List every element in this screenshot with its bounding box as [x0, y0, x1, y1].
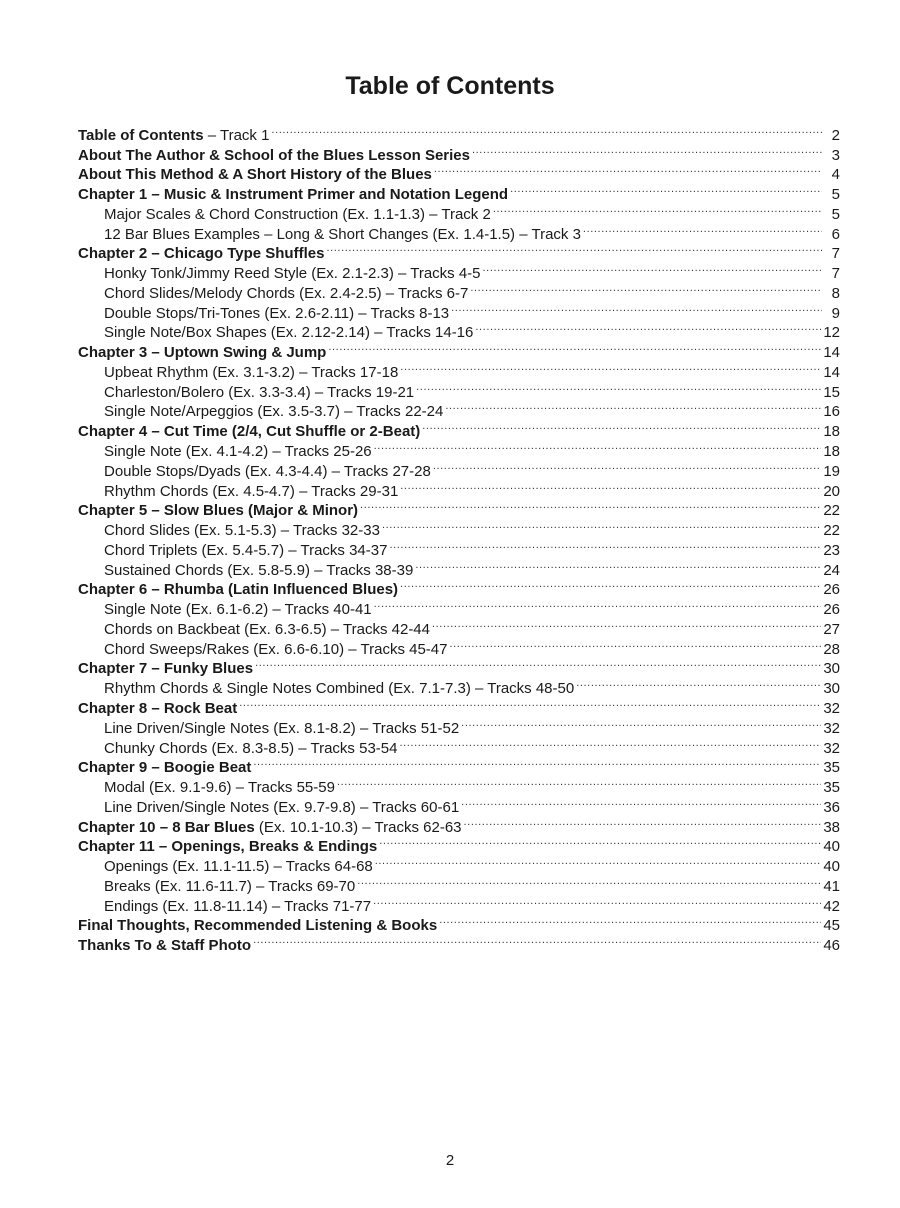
toc-page-number: 32	[823, 719, 840, 737]
toc-entry-text: Single Note (Ex. 4.1-4.2) – Tracks 25-26	[104, 443, 372, 461]
toc-page-number: 23	[823, 541, 840, 559]
toc-entry-label	[78, 126, 269, 146]
dot-leader	[326, 239, 822, 259]
toc-page-number: 28	[823, 640, 840, 658]
dot-leader	[493, 199, 822, 219]
toc-page-number: 15	[823, 383, 840, 401]
toc-entry-heading: Chapter 10 – 8 Bar Blues	[78, 818, 255, 836]
toc-entry-heading: Chapter 1 – Music & Instrument Primer and Notation Legend	[78, 186, 509, 204]
toc-page-number: 12	[823, 324, 840, 342]
toc-entry-heading: Chapter 11 – Openings, Breaks & Endings	[78, 838, 378, 856]
toc-entry-text: Chord Triplets (Ex. 5.4-5.7) – Tracks 34-37	[104, 541, 388, 559]
toc-page-number: 4	[831, 166, 840, 184]
dot-leader	[379, 832, 821, 852]
toc-entry-text: Single Note (Ex. 6.1-6.2) – Tracks 40-41	[104, 601, 372, 619]
toc-entry-label	[104, 561, 413, 581]
toc-entry-label	[104, 521, 380, 541]
toc-entry-heading: Final Thoughts, Recommended Listening & Books	[78, 917, 438, 935]
dot-leader	[422, 416, 821, 436]
dot-leader	[439, 911, 821, 931]
toc-page-number: 30	[823, 660, 840, 678]
toc-page-number: 35	[823, 779, 840, 797]
toc-entry-label	[78, 244, 324, 264]
toc-entry-label	[78, 659, 253, 679]
toc-page-number: 19	[823, 462, 840, 480]
dot-leader	[357, 871, 821, 891]
toc-entry-text: Modal (Ex. 9.1-9.6) – Tracks 55-59	[104, 779, 335, 797]
toc-entry-text: Openings (Ex. 11.1-11.5) – Tracks 64-68	[104, 858, 373, 876]
toc-entry-heading: Chapter 7 – Funky Blues	[78, 660, 254, 678]
toc-page-number: 18	[823, 443, 840, 461]
dot-leader	[374, 594, 822, 614]
dot-leader	[416, 377, 821, 397]
toc-entry-label	[104, 284, 468, 304]
toc-entry-label	[104, 897, 371, 917]
toc-page-number: 26	[823, 601, 840, 619]
dot-leader	[374, 436, 822, 456]
toc-entry-label	[104, 304, 449, 324]
toc-page-number: 46	[823, 937, 840, 955]
toc-page-number: 35	[823, 759, 840, 777]
toc-page-number: 20	[823, 482, 840, 500]
toc-entry-label	[104, 778, 335, 798]
toc-page-number: 5	[831, 186, 840, 204]
toc-entry-text: 12 Bar Blues Examples – Long & Short Changes (Ex. 1.4-1.5) – Track 3	[104, 225, 581, 243]
toc-entry-text: Double Stops/Dyads (Ex. 4.3-4.4) – Tracks 27-28	[104, 462, 431, 480]
toc-entry-heading: Chapter 5 – Slow Blues (Major & Minor)	[78, 502, 359, 520]
toc-entry-heading: Chapter 8 – Rock Beat	[78, 699, 238, 717]
dot-leader	[271, 120, 822, 140]
toc-entry-label	[104, 877, 355, 897]
toc-entry-label	[104, 442, 372, 462]
toc-entry-text: Chord Slides (Ex. 5.1-5.3) – Tracks 32-33	[104, 522, 380, 540]
toc-entry-label	[104, 541, 387, 561]
dot-leader	[375, 851, 822, 871]
toc-entry-label	[78, 185, 508, 205]
toc-entry-text: Charleston/Bolero (Ex. 3.3-3.4) – Tracks 19-21	[104, 383, 415, 401]
toc-page-number: 8	[831, 284, 840, 302]
toc-entry-text: Major Scales & Chord Construction (Ex. 1.1-1.3) – Track 2	[104, 205, 491, 223]
dot-leader	[400, 476, 821, 496]
dot-leader	[399, 733, 821, 753]
toc-entry-text: (Ex. 10.1-10.3) – Tracks 62-63	[254, 818, 462, 836]
dot-leader	[450, 634, 822, 654]
dot-leader	[475, 318, 821, 338]
toc-entry-text: Single Note/Box Shapes (Ex. 2.12-2.14) – Tracks 14-16	[104, 324, 474, 342]
dot-leader	[400, 357, 821, 377]
dot-leader	[253, 753, 821, 773]
dot-leader	[451, 298, 822, 318]
toc-entry-label	[104, 798, 459, 818]
toc-entry-text: Chord Sweeps/Rakes (Ex. 6.6-6.10) – Tracks 45-47	[104, 640, 448, 658]
toc-entry-text: Rhythm Chords & Single Notes Combined (Ex. 7.1-7.3) – Tracks 48-50	[104, 680, 575, 698]
toc-page-number: 3	[831, 146, 840, 164]
dot-leader	[337, 772, 821, 792]
toc-entry-label	[78, 580, 398, 600]
toc-page-number: 40	[823, 838, 840, 856]
toc-page-number: 2	[831, 126, 840, 144]
dot-leader	[255, 654, 821, 674]
dot-leader	[433, 456, 821, 476]
dot-leader	[328, 337, 821, 357]
toc-entry-label	[78, 422, 420, 442]
toc-page-number: 7	[831, 245, 840, 263]
dot-leader	[461, 713, 821, 733]
toc-entry-label	[78, 146, 470, 166]
toc-entry-label	[104, 205, 491, 225]
toc-entry-heading: About This Method & A Short History of the Blues	[78, 166, 432, 184]
toc-entry-label	[78, 837, 377, 857]
toc-entry-text: Line Driven/Single Notes (Ex. 9.7-9.8) – Tracks 60-61	[104, 798, 460, 816]
dot-leader	[382, 515, 821, 535]
toc-entry-label	[78, 699, 237, 719]
toc-page-number: 5	[831, 205, 840, 223]
table-of-contents	[78, 120, 840, 955]
toc-page-number: 22	[823, 522, 840, 540]
toc-page-number: 32	[823, 699, 840, 717]
toc-entry-text: Double Stops/Tri-Tones (Ex. 2.6-2.11) – Tracks 8-13	[104, 304, 450, 322]
toc-entry-text: Endings (Ex. 11.8-11.14) – Tracks 71-77	[104, 897, 372, 915]
toc-entry-heading: About The Author & School of the Blues Lesson Series	[78, 146, 470, 164]
dot-leader	[415, 555, 821, 575]
toc-entry-text: – Track 1	[203, 126, 270, 144]
toc-entry-label	[104, 482, 398, 502]
toc-entry-label	[104, 462, 431, 482]
toc-entry	[78, 120, 840, 144]
toc-page-number: 40	[823, 858, 840, 876]
toc-entry-text: Chunky Chords (Ex. 8.3-8.5) – Tracks 53-54	[104, 739, 398, 757]
page-number: 2	[445, 1152, 455, 1169]
toc-entry-heading: Thanks To & Staff Photo	[78, 937, 252, 955]
toc-page-number: 42	[823, 897, 840, 915]
dot-leader	[461, 792, 821, 812]
toc-page-number: 32	[823, 739, 840, 757]
toc-entry-heading: Chapter 4 – Cut Time (2/4, Cut Shuffle or 2-Beat)	[78, 423, 421, 441]
dot-leader	[253, 930, 821, 950]
toc-page-number: 18	[823, 423, 840, 441]
toc-entry-label	[78, 343, 326, 363]
toc-entry-text: Chords on Backbeat (Ex. 6.3-6.5) – Tracks 42-44	[104, 620, 430, 638]
dot-leader	[464, 812, 822, 832]
toc-page-number: 14	[823, 363, 840, 381]
toc-page-number: 24	[823, 561, 840, 579]
dot-leader	[360, 496, 821, 516]
toc-entry-text: Honky Tonk/Jimmy Reed Style (Ex. 2.1-2.3) – Tracks 4-5	[104, 265, 481, 283]
toc-entry-label	[104, 383, 414, 403]
dot-leader	[472, 140, 822, 160]
toc-entry-label	[78, 501, 358, 521]
dot-leader	[400, 575, 821, 595]
toc-entry-heading: Chapter 3 – Uptown Swing & Jump	[78, 344, 327, 362]
toc-entry-text: Breaks (Ex. 11.6-11.7) – Tracks 69-70	[104, 877, 356, 895]
dot-leader	[445, 397, 821, 417]
toc-entry-heading: Chapter 9 – Boogie Beat	[78, 759, 252, 777]
dot-leader	[483, 258, 822, 278]
dot-leader	[510, 179, 822, 199]
toc-entry-label	[104, 857, 373, 877]
dot-leader	[434, 160, 822, 180]
toc-entry-label	[78, 936, 251, 956]
toc-page-number: 27	[823, 620, 840, 638]
toc-entry-label	[104, 402, 443, 422]
page-title: Table of Contents	[345, 72, 555, 100]
toc-entry-text: Sustained Chords (Ex. 5.8-5.9) – Tracks 38-39	[104, 561, 414, 579]
dot-leader	[239, 693, 821, 713]
toc-entry-text: Rhythm Chords (Ex. 4.5-4.7) – Tracks 29-31	[104, 482, 399, 500]
toc-page-number: 16	[823, 403, 840, 421]
dot-leader	[389, 535, 821, 555]
toc-entry-heading: Chapter 6 – Rhumba (Latin Influenced Blues)	[78, 581, 399, 599]
toc-entry-heading: Table of Contents	[78, 126, 204, 144]
toc-entry-label	[104, 620, 430, 640]
dot-leader	[373, 891, 821, 911]
toc-entry-text: Single Note/Arpeggios (Ex. 3.5-3.7) – Tracks 22-24	[104, 403, 444, 421]
dot-leader	[470, 278, 822, 298]
toc-page-number: 9	[831, 304, 840, 322]
toc-entry-label	[78, 758, 251, 778]
toc-page-number: 6	[831, 225, 840, 243]
toc-page-number: 30	[823, 680, 840, 698]
toc-entry-text: Upbeat Rhythm (Ex. 3.1-3.2) – Tracks 17-18	[104, 363, 399, 381]
toc-page-number: 36	[823, 798, 840, 816]
toc-entry-label	[104, 264, 481, 284]
toc-entry-label	[104, 600, 372, 620]
toc-entry-label	[78, 165, 432, 185]
dot-leader	[576, 673, 821, 693]
toc-page-number: 45	[823, 917, 840, 935]
toc-entry-label	[104, 363, 398, 383]
toc-page-number: 22	[823, 502, 840, 520]
dot-leader	[432, 614, 821, 634]
toc-entry-text: Line Driven/Single Notes (Ex. 8.1-8.2) – Tracks 51-52	[104, 719, 460, 737]
toc-page-number: 14	[823, 344, 840, 362]
toc-page-number: 7	[831, 265, 840, 283]
toc-entry-heading: Chapter 2 – Chicago Type Shuffles	[78, 245, 325, 263]
toc-entry-text: Chord Slides/Melody Chords (Ex. 2.4-2.5) – Tracks 6-7	[104, 284, 469, 302]
toc-page-number: 41	[823, 877, 840, 895]
toc-page-number: 38	[823, 818, 840, 836]
toc-page-number: 26	[823, 581, 840, 599]
dot-leader	[583, 219, 822, 239]
